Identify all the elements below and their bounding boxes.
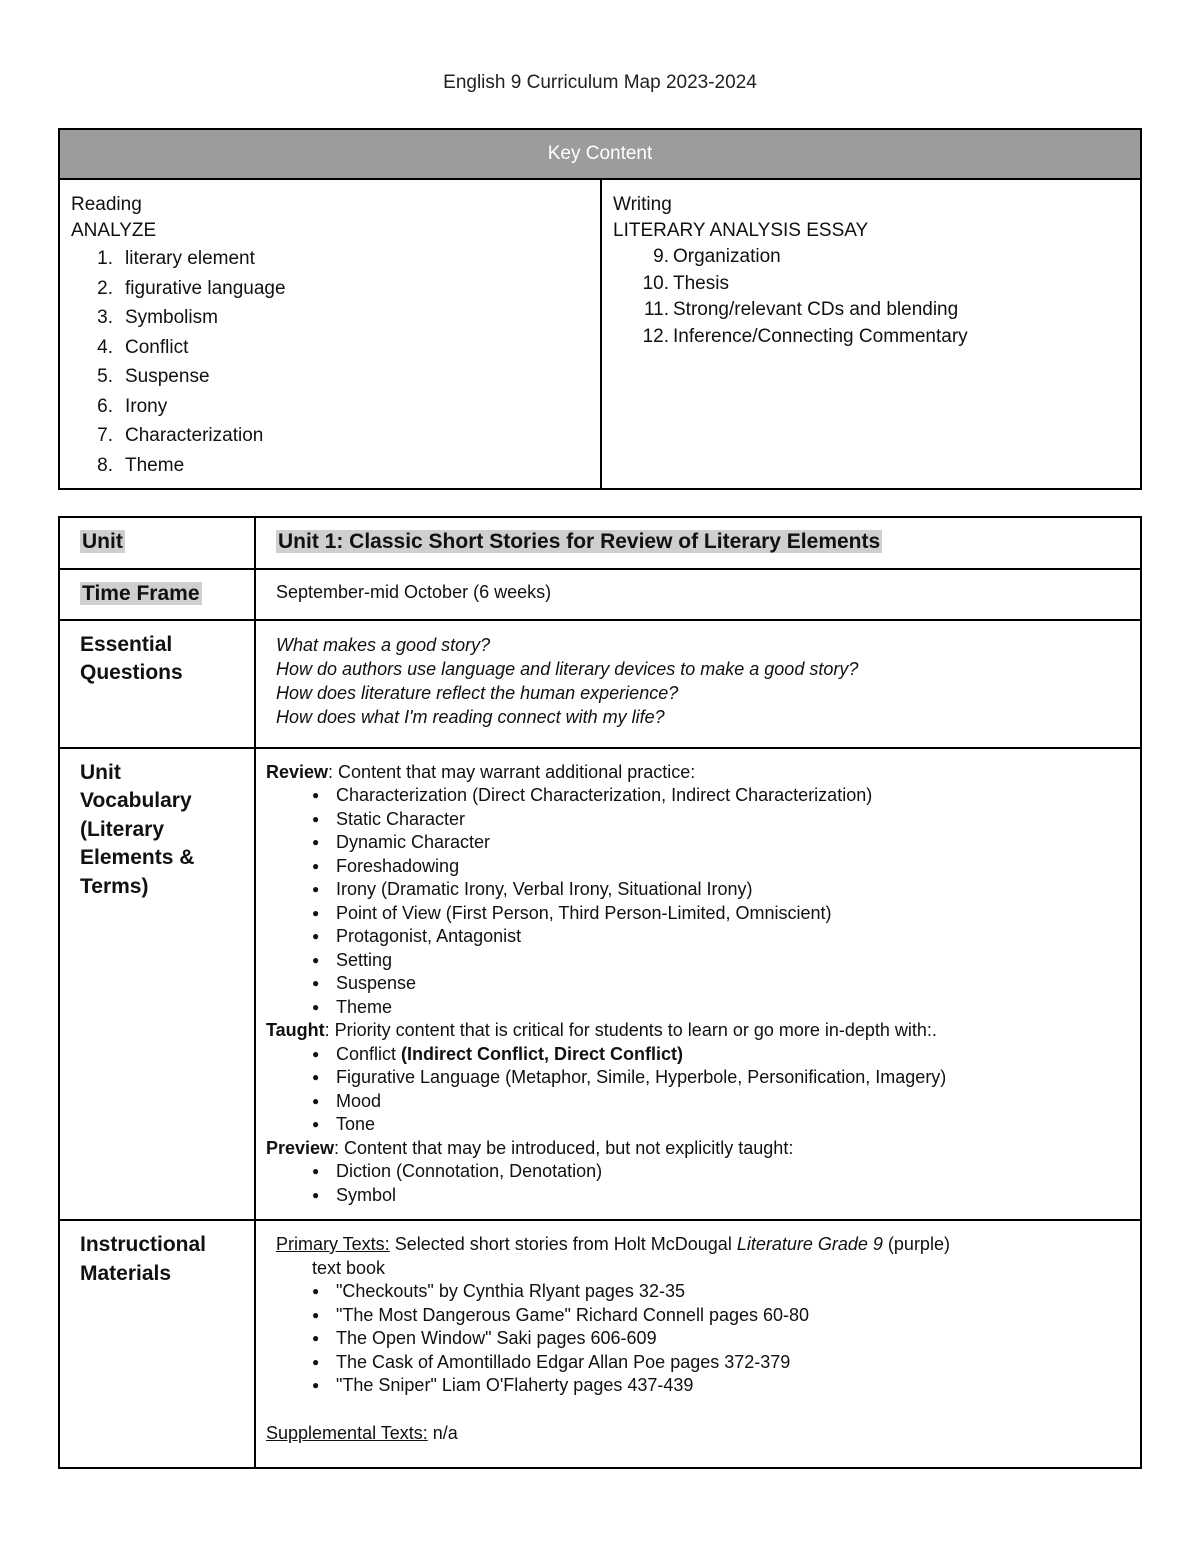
primary-texts-book: Literature Grade 9 bbox=[736, 1234, 883, 1254]
list-item: ● "The Most Dangerous Game" Richard Connell pages 60-80 bbox=[312, 1304, 1130, 1328]
taught-first-plain: Conflict bbox=[336, 1043, 402, 1064]
list-item bbox=[71, 421, 589, 451]
list-text: Theme bbox=[125, 454, 185, 476]
list-item bbox=[71, 451, 589, 481]
primary-texts-line bbox=[266, 1233, 1130, 1257]
list-item: ● Diction (Connotation, Denotation) bbox=[312, 1160, 1130, 1184]
list-item: ● Characterization (Direct Characterization, Indirect Characterization) bbox=[312, 784, 1130, 808]
key-content-table bbox=[58, 128, 1142, 490]
writing-subheading: LITERARY ANALYSIS ESSAY bbox=[613, 220, 869, 241]
list-number: 4. bbox=[97, 336, 113, 358]
list-item bbox=[71, 303, 589, 333]
list-item: ● Static Character bbox=[312, 808, 1130, 832]
list-item bbox=[613, 244, 1129, 271]
list-item bbox=[613, 297, 1129, 324]
table-row bbox=[59, 1220, 1141, 1468]
list-item: ● Foreshadowing bbox=[312, 855, 1130, 879]
primary-texts-color: (purple) bbox=[882, 1234, 950, 1254]
list-item bbox=[71, 274, 589, 304]
list-item bbox=[71, 244, 589, 274]
preview-text: : Content that may be introduced, but not explicitly taught: bbox=[334, 1137, 794, 1158]
list-number: 2. bbox=[97, 277, 113, 299]
list-text: Irony bbox=[125, 395, 168, 417]
list-number: 3. bbox=[97, 307, 113, 328]
list-item: ● Figurative Language (Metaphor, Simile, Hyperbole, Personification, Imagery) bbox=[312, 1066, 1130, 1090]
list-text: Strong/relevant CDs and blending bbox=[673, 299, 959, 320]
essential-questions-cell bbox=[255, 620, 1141, 748]
preview-label: Preview bbox=[266, 1137, 335, 1158]
list-item: ● Irony (Dramatic Irony, Verbal Irony, Situational Irony) bbox=[312, 878, 1130, 902]
reading-list bbox=[71, 244, 589, 480]
supplemental-texts-text: n/a bbox=[427, 1422, 458, 1443]
list-item: ● The Open Window" Saki pages 606-609 bbox=[312, 1327, 1130, 1351]
list-text: figurative language bbox=[125, 277, 286, 299]
unit-table bbox=[58, 516, 1142, 1469]
essential-question: How does literature reflect the human experience? bbox=[276, 682, 679, 703]
list-item bbox=[71, 392, 589, 422]
preview-list bbox=[266, 1160, 1130, 1207]
table-row bbox=[59, 569, 1141, 620]
list-number: 7. bbox=[97, 425, 113, 446]
supplemental-texts-label: Supplemental Texts: bbox=[266, 1422, 428, 1443]
reading-column bbox=[60, 180, 602, 490]
list-item: ● The Cask of Amontillado Edgar Allan Poe pages 372-379 bbox=[312, 1351, 1130, 1375]
spacer bbox=[266, 1398, 1130, 1422]
list-text: Organization bbox=[673, 246, 781, 267]
unit-label: Unit bbox=[82, 530, 123, 553]
taught-first-bold: (Indirect Conflict, Direct Conflict) bbox=[401, 1043, 684, 1064]
review-label: Review bbox=[266, 761, 329, 782]
unit-label-cell bbox=[59, 517, 255, 569]
list-item: ● Point of View (First Person, Third Person-Limited, Omniscient) bbox=[312, 902, 1130, 926]
reading-subheading: ANALYZE bbox=[71, 220, 157, 241]
table-row bbox=[59, 620, 1141, 748]
list-item: ● Mood bbox=[312, 1090, 1130, 1114]
materials-cell bbox=[255, 1220, 1141, 1468]
review-text: : Content that may warrant additional practice: bbox=[328, 761, 696, 782]
list-item bbox=[312, 1043, 1130, 1067]
list-number: 12. bbox=[642, 325, 669, 347]
list-item: ● Protagonist, Antagonist bbox=[312, 925, 1130, 949]
document-title: English 9 Curriculum Map 2023-2024 bbox=[443, 72, 757, 93]
primary-texts-label: Primary Texts: bbox=[276, 1234, 390, 1254]
vocabulary-cell bbox=[255, 748, 1141, 1221]
list-text: Thesis bbox=[673, 272, 729, 294]
supplemental-texts-line bbox=[266, 1422, 1130, 1446]
list-item: ● Theme bbox=[312, 996, 1130, 1020]
list-text: Conflict bbox=[125, 336, 189, 358]
time-frame-label: Time Frame bbox=[82, 582, 200, 605]
vocabulary-label: Unit Vocabulary (Literary Elements & Terms) bbox=[59, 748, 255, 1221]
list-number: 9. bbox=[653, 246, 669, 267]
list-number: 11. bbox=[643, 299, 669, 320]
primary-texts-text: Selected short stories from Holt McDougal bbox=[389, 1234, 737, 1254]
list-item bbox=[613, 324, 1129, 351]
taught-label: Taught bbox=[266, 1020, 325, 1040]
list-text: literary element bbox=[125, 248, 255, 269]
list-item bbox=[71, 362, 589, 392]
list-item: ● Suspense bbox=[312, 972, 1130, 996]
essential-question: What makes a good story? bbox=[276, 634, 491, 655]
essential-question: How does what I'm reading connect with my life? bbox=[276, 706, 665, 727]
primary-texts-list bbox=[266, 1280, 1130, 1398]
list-item: ● "The Sniper" Liam O'Flaherty pages 437-439 bbox=[312, 1374, 1130, 1398]
essential-questions-label: Essential Questions bbox=[59, 620, 255, 748]
list-item bbox=[613, 271, 1129, 298]
list-item: ● Dynamic Character bbox=[312, 831, 1130, 855]
taught-list bbox=[266, 1043, 1130, 1137]
list-item: ● Setting bbox=[312, 949, 1130, 973]
list-text: Inference/Connecting Commentary bbox=[673, 325, 968, 347]
reading-label: Reading bbox=[71, 194, 142, 215]
list-text: Suspense bbox=[125, 366, 210, 387]
list-item bbox=[71, 333, 589, 363]
taught-text: : Priority content that is critical for students to learn or go more in-depth with:. bbox=[324, 1020, 937, 1040]
list-number: 6. bbox=[97, 395, 113, 417]
list-number: 10. bbox=[642, 272, 669, 294]
list-number: 8. bbox=[97, 454, 113, 476]
primary-texts-continued: text book bbox=[312, 1257, 386, 1278]
materials-label: Instructional Materials bbox=[59, 1220, 255, 1468]
list-item: ● "Checkouts" by Cynthia Rlyant pages 32-35 bbox=[312, 1280, 1130, 1304]
time-frame-value: September-mid October (6 weeks) bbox=[255, 569, 1141, 620]
taught-line bbox=[266, 1019, 1130, 1043]
table-row bbox=[59, 748, 1141, 1221]
unit-title: Unit 1: Classic Short Stories for Review of Literary Elements bbox=[278, 530, 881, 553]
review-list bbox=[266, 784, 1130, 1019]
key-content-header: Key Content bbox=[60, 130, 1140, 180]
writing-label: Writing bbox=[613, 194, 672, 215]
time-frame-label-cell bbox=[59, 569, 255, 620]
essential-question: How do authors use language and literary devices to make a good story? bbox=[276, 658, 859, 679]
writing-list bbox=[613, 244, 1129, 350]
unit-title-cell bbox=[255, 517, 1141, 569]
key-content-body bbox=[60, 180, 1140, 490]
review-line bbox=[266, 761, 1130, 785]
list-text: Symbolism bbox=[125, 307, 218, 328]
list-text: Characterization bbox=[125, 425, 264, 446]
preview-line bbox=[266, 1137, 1130, 1161]
table-row bbox=[59, 517, 1141, 569]
list-item: ● Symbol bbox=[312, 1184, 1130, 1208]
list-item: ● Tone bbox=[312, 1113, 1130, 1137]
writing-column bbox=[602, 180, 1140, 490]
list-number: 1. bbox=[97, 248, 113, 269]
list-number: 5. bbox=[97, 366, 113, 387]
